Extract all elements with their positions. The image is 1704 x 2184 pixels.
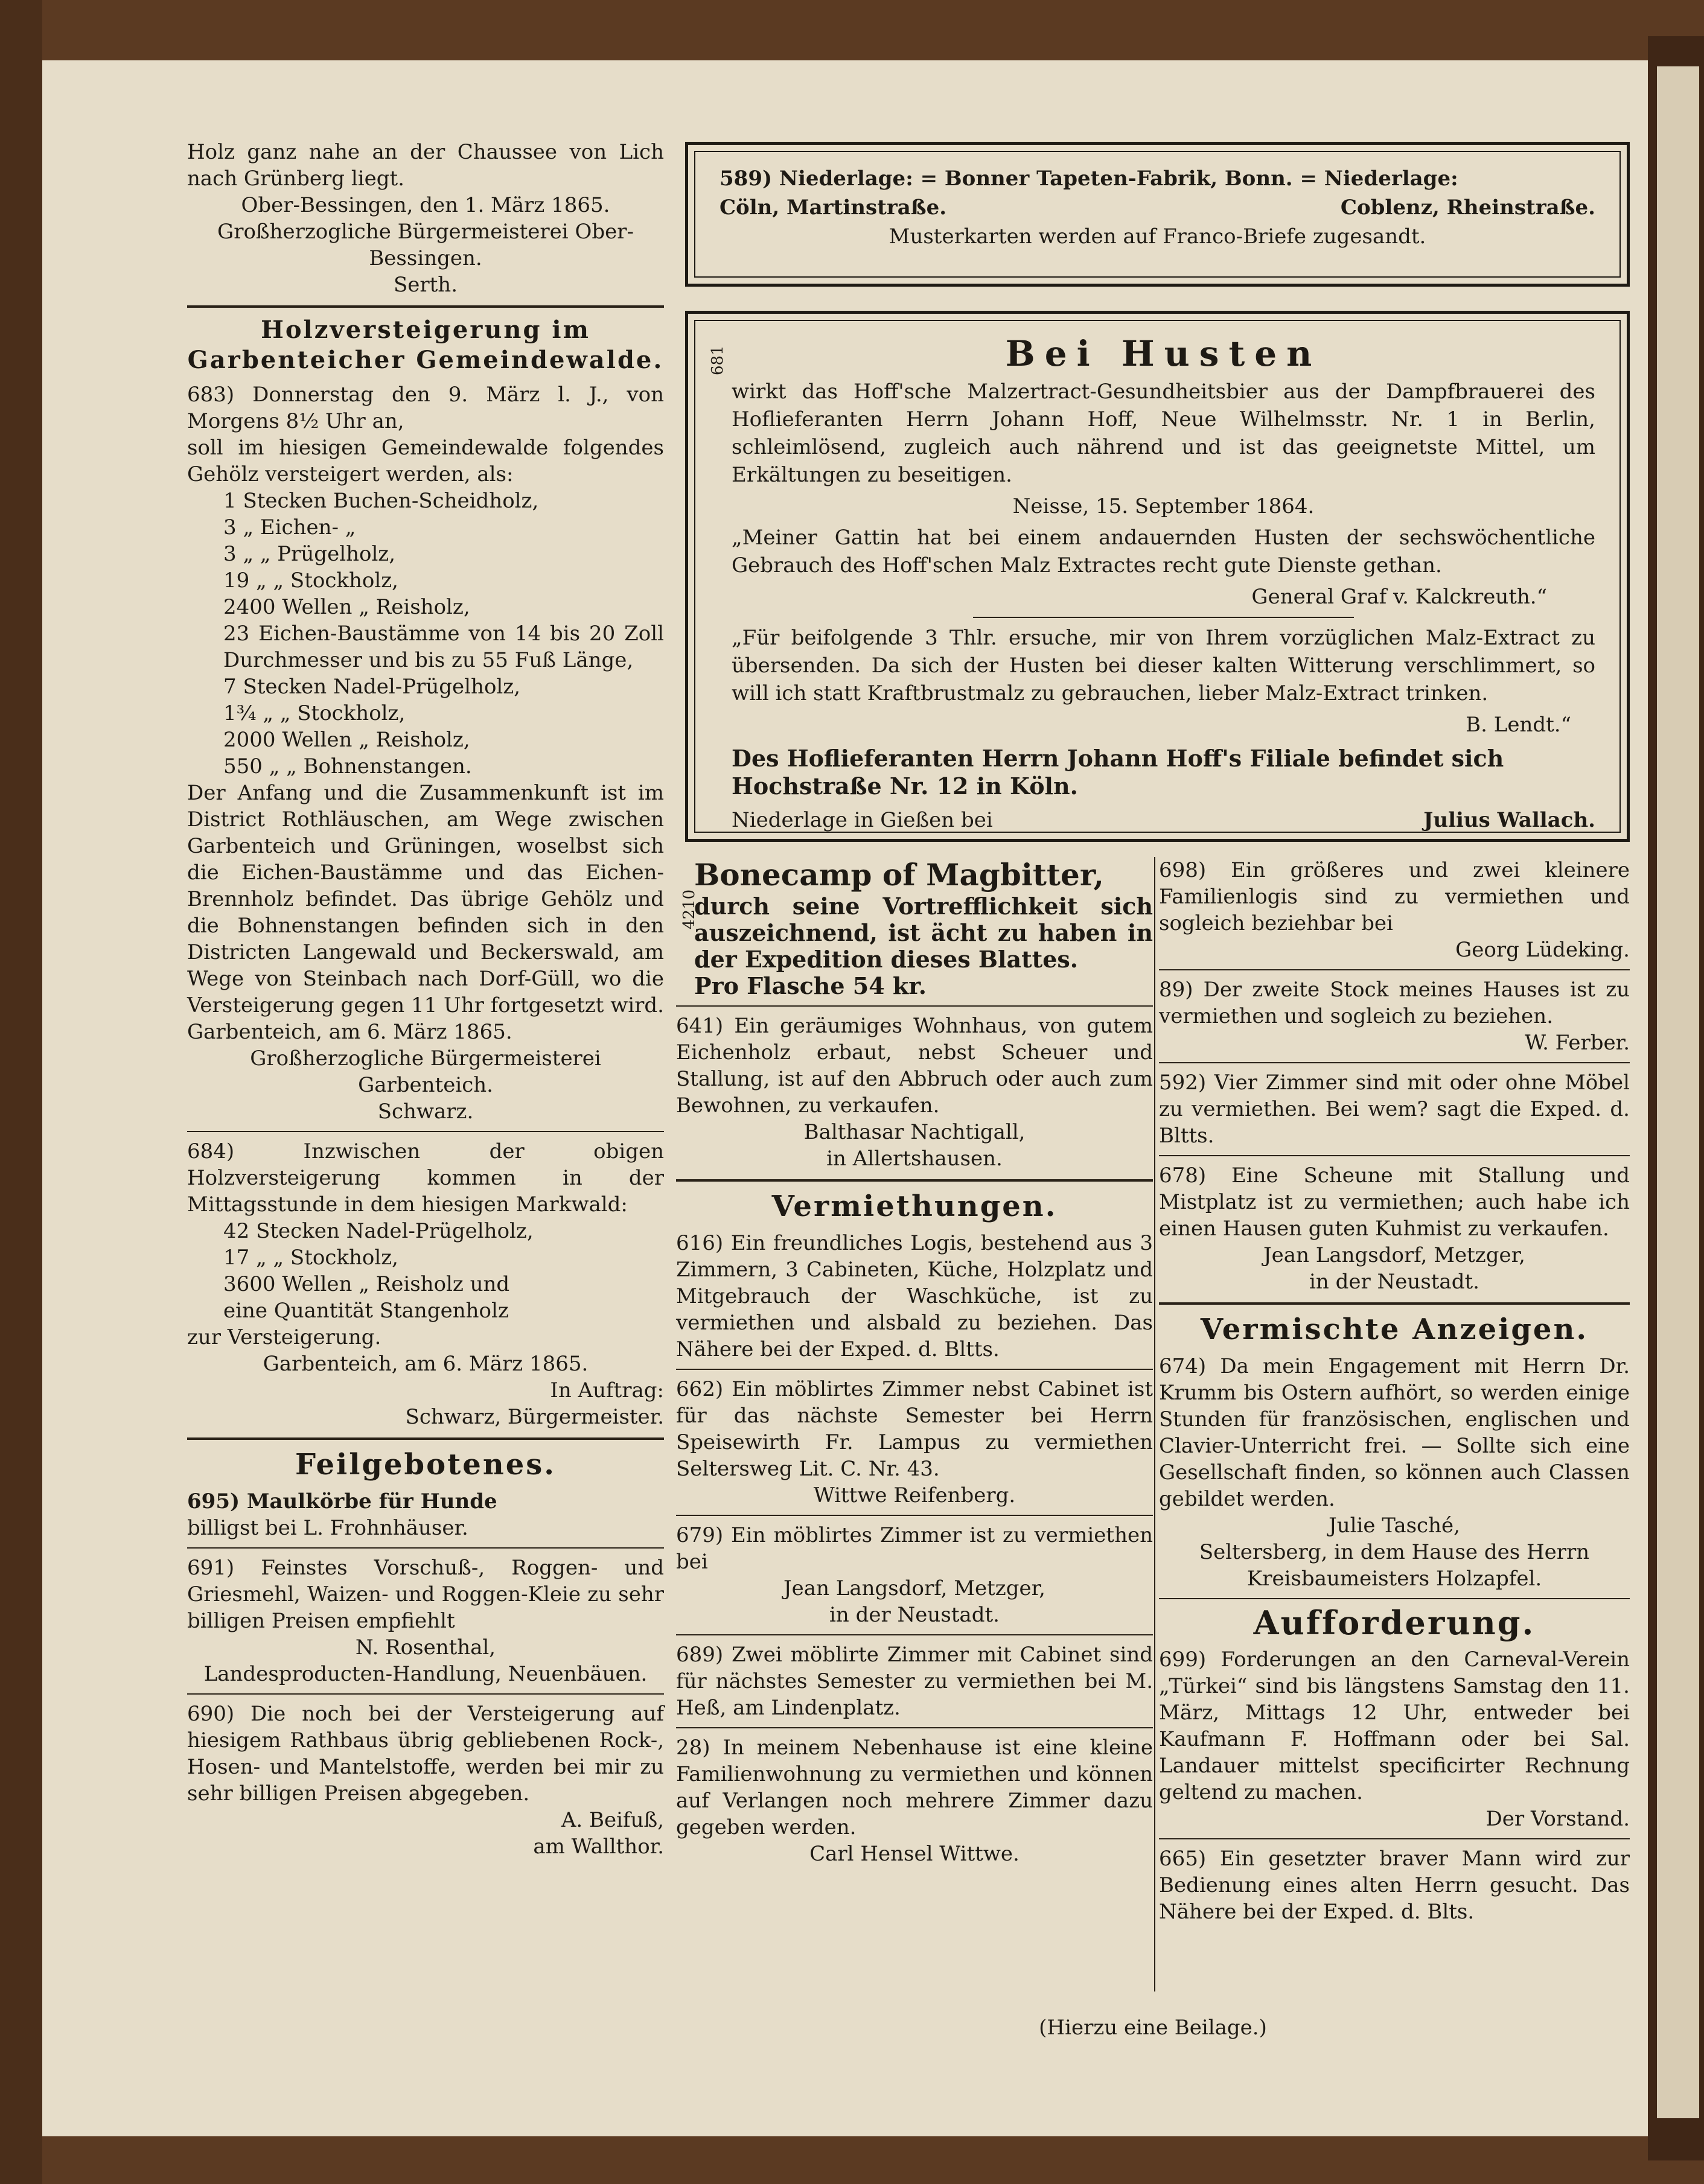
ad-662: 662) Ein möblirtes Zimmer nebst Cabinet ist für das nächste Semester bei Herrn Speisewirth Fr. Lampus zu vermiethen Seltersweg Lit. C. Nr. 43. Wittwe Reifenberg. <box>676 1377 1153 1507</box>
ad-679: 679) Ein möblirtes Zimmer ist zu vermiethen bei Jean Langsdorf, Metzger, in der Neustadt. <box>676 1523 1153 1627</box>
ad-641: 641) Ein geräumiges Wohnhaus, von gutem Eichenholz erbaut, nebst Scheuer und Stallung, ist auf den Abbruch oder auch zum Bewohnen, zu verkaufen. Balthasar Nachtigall, in Allertshausen. <box>676 1014 1153 1171</box>
ad-684: 684) Inzwischen der obigen Holzversteigerung kommen in der Mittagsstunde in dem hiesigen Markwald: 42 Stecken Nadel-Prügelholz, 17 „ „ Stockholz, 3600 Wellen „ Reisholz und eine Quantität Stangenholz zur Versteigerung. Garbenteich, am 6. März 1865. In Auftrag: Schwarz, Bürgermeister. <box>187 1139 664 1429</box>
divider <box>187 1693 664 1695</box>
divider <box>187 305 664 308</box>
ad-691: 691) Feinstes Vorschuß-, Roggen- und Griesmehl, Waizen- und Roggen-Kleie zu sehr billigen Preisen empfiehlt N. Rosenthal, Landesproducten-Handlung, Neuenbäuen. <box>187 1556 664 1686</box>
footer-note: (Hierzu eine Beilage.) <box>1039 2016 1267 2040</box>
ad-589-box: 589) Niederlage: = Bonner Tapeten-Fabrik, Bonn. = Niederlage: Cöln, Martinstraße. Coblenz, Rheinstraße. Musterkarten werden auf Franco-Briefe zugesandt. <box>685 142 1630 287</box>
ad-681-box: 681 Bei Husten wirkt das Hoff'sche Malzertract-Gesundheitsbier aus der Dampfbrauerei des Hoflieferanten Herrn Johann Hoff, Neue Wilhelmsstr. Nr. 1 in Berlin, schleimlösend, zugleich auch nährend und ist das geeignetste Mittel, um Erkältungen zu beseitigen. Neisse, 15. September 1864. „Meiner Gattin hat bei einem andauernden Husten der sechswöchentliche Gebrauch des Hoff'schen Malz Extractes recht gute Dienste gethan. General Graf v. Kalckreuth.“ „Für beifolgende 3 Thlr. ersuche, mir von Ihrem vorzüglichen Malz-Extract zu übersenden. Da sich der Husten bei dieser kalten Witterung verschlimmert, so will ich statt Kraftbrustmalz zu gebrauchen, lieber Malz-Extract trinken. B. Lendt.“ Des Hoflieferanten Herrn Johann Hoff's Filiale befindet sich Hochstraße Nr. 12 in Köln. Niederlage in Gießen bei Julius Wallach. <box>685 311 1630 842</box>
ad-689: 689) Zwei möblirte Zimmer mit Cabinet sind für nächstes Semester zu vermiethen bei M. Heß, am Lindenplatz. <box>676 1643 1153 1720</box>
ad-89: 89) Der zweite Stock meines Hauses ist zu vermiethen und sogleich zu beziehen. W. Ferber. <box>1159 978 1630 1055</box>
ad-690: 690) Die noch bei der Versteigerung auf hiesigem Rathbaus übrig gebliebenen Rock-, Hosen- und Mantelstoffe, werden bei mir zu sehr billigen Preisen abgegeben. A. Beifuß, am Wallthor. <box>187 1702 664 1859</box>
adjacent-page-strip <box>1657 66 1699 2118</box>
divider <box>187 1547 664 1549</box>
column-right <box>1159 857 1630 1930</box>
ad-4210: 4210 Bonecamp of Magbitter, durch seine Vortrefflichkeit sich auszeichnend, ist ächt zu haben in der Expedition dieses Blattes. Pro Flasche 54 kr. <box>680 857 1153 999</box>
rent-title: Vermiethungen. <box>771 1189 1058 1223</box>
column-middle <box>676 857 1153 1872</box>
misc-title: Vermischte Anzeigen. <box>1200 1313 1589 1346</box>
ad-28: 28) In meinem Nebenhause ist eine kleine Familienwohnung zu vermiethen und können auf Verlangen noch mehrere Zimmer dazu gegeben werden. Carl Hensel Wittwe. <box>676 1736 1153 1866</box>
divider <box>187 1131 664 1132</box>
top-notice: Holz ganz nahe an der Chaussee von Lich nach Grünberg liegt. Ober-Bessingen, den 1. März 1865. Großherzogliche Bürgermeisterei Ober-Bessingen. Serth. <box>187 140 664 297</box>
column-left <box>187 139 664 1998</box>
book-spine-left <box>0 0 42 2184</box>
ad-674: 674) Da mein Engagement mit Herrn Dr. Krumm bis Ostern aufhört, so werden einige Stunden für französischen, englischen und Clavier-Unterricht frei. — Sollte sich eine Gesellschaft finden, so können auch Classen gebildet werden. Julie Tasché, Seltersberg, in dem Hause des Herrn Kreisbaumeisters Holzapfel. <box>1159 1354 1630 1591</box>
column-divider <box>1154 857 1155 1991</box>
ad-683: 683) Donnerstag den 9. März l. J., von Morgens 8½ Uhr an, soll im hiesigen Gemeindewalde folgendes Gehölz versteigert werden, als: 1 Stecken Buchen-Scheidholz, 3 „ Eichen- „ 3 „ „ Prügelholz, 19 „ „ Stockholz, 2400 Wellen „ Reisholz, 23 Eichen-Baustämme von 14 bis 20 Zoll Durchmesser und bis zu 55 Fuß Länge, 7 Stecken Nadel-Prügelholz, 1¾ „ „ Stockholz, 2000 Wellen „ Reisholz, 550 „ „ Bohnenstangen. Der Anfang und die Zusammenkunft ist im District Rothläuschen, am Wege zwischen Garbenteich und Grüningen, woselbst sich die Eichen-Baustämme und das Eichen-Brennholz befindet. Das übrige Gehölz und die Bohnenstangen befinden sich in den Districten Langewald und Beckerswald, am Wege von Steinbach nach Dorf-Güll, wo die Versteigerung gegen 11 Uhr fortgesetzt wird. Garbenteich, am 6. März 1865. Großherzogliche Bürgermeisterei Garbenteich. Schwarz. <box>187 383 664 1124</box>
call-title: Aufforderung. <box>1253 1603 1536 1642</box>
ad-616: 616) Ein freundliches Logis, bestehend aus 3 Zimmern, 3 Cabineten, Küche, Holzplatz und Mitgebrauch der Waschküche, ist zu vermiethen und alsbald zu beziehen. Das Nähere bei der Exped. d. Bltts. <box>676 1231 1153 1361</box>
ad-699: 699) Forderungen an den Carneval-Verein „Türkei“ sind bis längstens Samstag den 11. März, Mittags 12 Uhr, entweder bei Kaufmann F. Hoffmann oder bei Sal. Landauer mittelst specificirter Rechnung geltend zu machen. Der Vorstand. <box>1159 1648 1630 1831</box>
ad-681-title: Bei Husten <box>1005 333 1322 374</box>
ad-number: 681 <box>709 345 727 375</box>
ad-698: 698) Ein größeres und zwei kleinere Familienlogis sind zu vermiethen und sogleich beziehbar bei Georg Lüdeking. <box>1159 858 1630 962</box>
auction-title: Holzversteigerung im Garbenteicher Gemeindewalde. <box>187 316 664 374</box>
ad-678: 678) Eine Scheune mit Stallung und Mistplatz ist zu vermiethen; auch habe ich einen Hausen guten Kuhmist zu verkaufen. Jean Langsdorf, Metzger, in der Neustadt. <box>1159 1164 1630 1294</box>
sale-title: Feilgebotenes. <box>295 1448 557 1482</box>
divider <box>187 1437 664 1440</box>
ad-665: 665) Ein gesetzter braver Mann wird zur Bedienung eines alten Herrn gesucht. Das Nähere bei der Exped. d. Blts. <box>1159 1847 1630 1924</box>
ad-695: 695) Maulkörbe für Hunde billigst bei L. Frohnhäuser. <box>187 1489 497 1540</box>
ad-592: 592) Vier Zimmer sind mit oder ohne Möbel zu vermiethen. Bei wem? sagt die Exped. d. Bltts. <box>1159 1071 1630 1148</box>
